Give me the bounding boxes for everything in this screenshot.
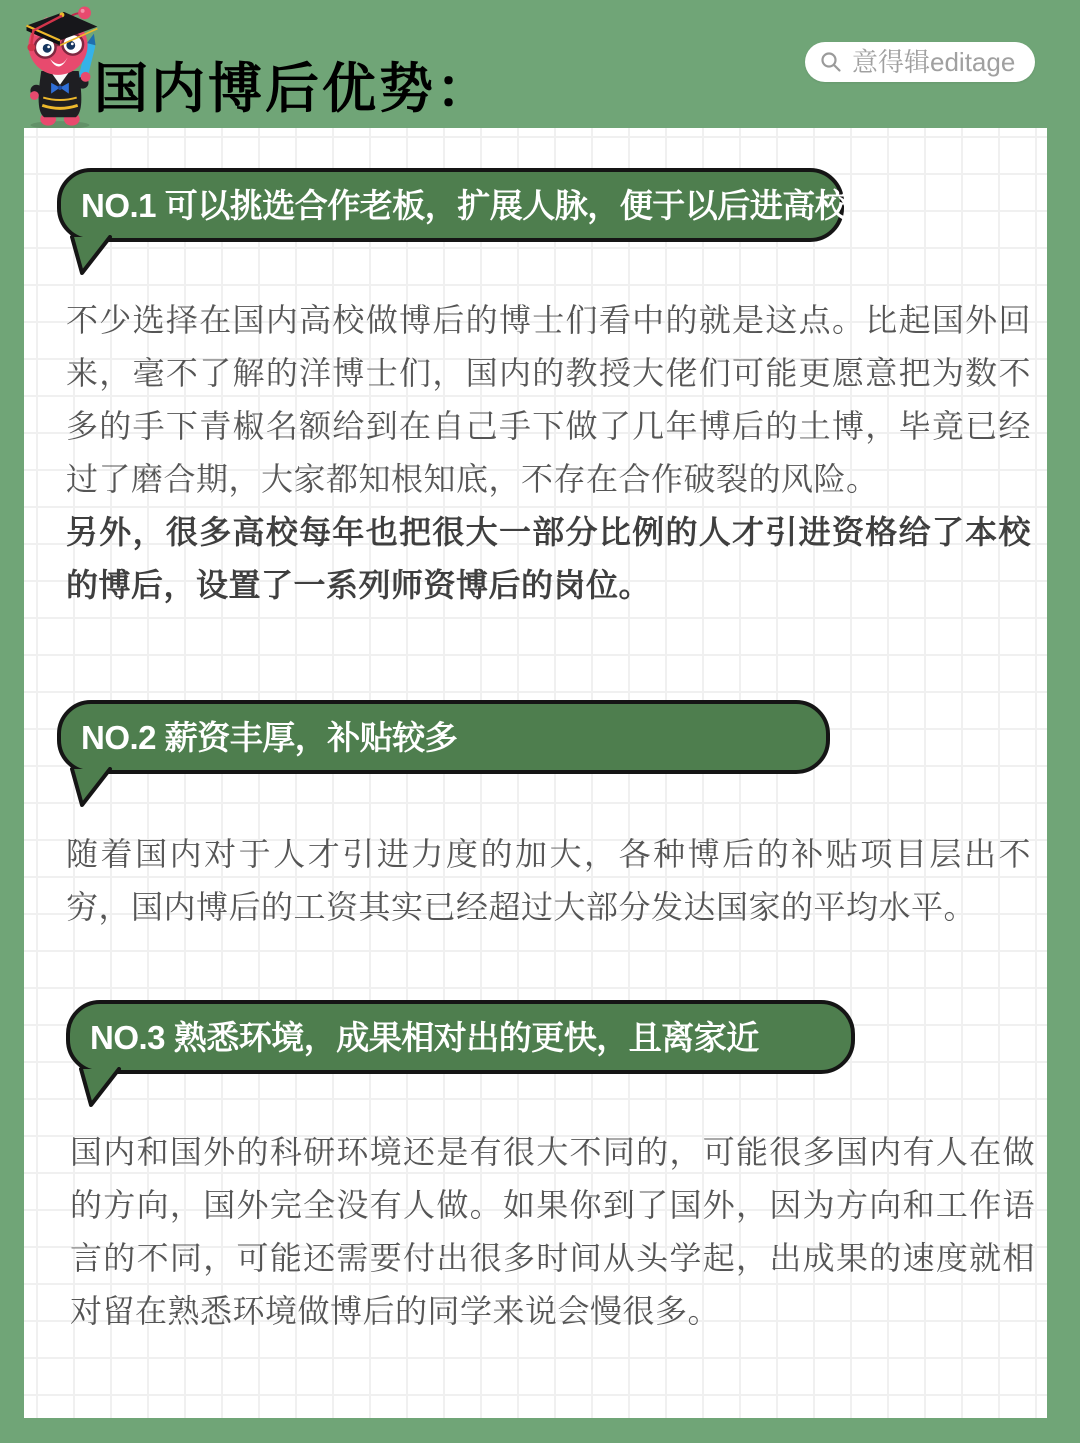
speech-tail-icon [79,1067,123,1109]
section-badge-label: NO.3 熟悉环境，成果相对出的更快，且离家近 [90,1018,759,1056]
page-title: 国内博后优势： [94,59,493,119]
content-panel [24,128,1047,1418]
paragraph: 不少选择在国内高校做博后的博士们看中的就是这点。比起国外回来，毫不了解的洋博士们，国内的教授大佬们可能更愿意把为数不多的手下青椒名额给到在自己手下做了几年博后的土博，毕竟已经过了磨合期，大家都知根知底，不存在合作破裂的风险。 [66,302,1031,497]
section-badge-3 [66,1000,855,1074]
paragraph: 国内和国外的科研环境还是有很大不同的，可能很多国内有人在做的方向，国外完全没有人做。如果你到了国外，因为方向和工作语言的不同，可能还需要付出很多时间从头学起，出成果的速度就相对留在熟悉环境做博后的同学来说会慢很多。 [70,1134,1035,1329]
speech-tail-icon [70,767,114,809]
section-badge-2 [57,700,830,774]
section-badge-label: NO.2 薪资丰厚，补贴较多 [81,718,458,756]
search-label: 意得辑editage [852,47,1016,77]
search-box[interactable] [805,42,1035,82]
section-text-1 [66,294,1031,612]
search-icon [819,50,843,74]
speech-tail-icon [70,235,114,277]
section-badge-label: NO.1 可以挑选合作老板，扩展人脉，便于以后进高校 [81,186,848,224]
section-badge-1 [57,168,848,242]
paragraph-bold: 另外，很多高校每年也把很大一部分比例的人才引进资格给了本校的博后，设置了一系列师资博后的岗位。 [66,514,1031,603]
section-text-3 [70,1126,1035,1338]
editage-mascot-icon [8,4,108,130]
paragraph: 随着国内对于人才引进力度的加大，各种博后的补贴项目层出不穷，国内博后的工资其实已经超过大部分发达国家的平均水平。 [66,836,1031,925]
section-text-2 [66,828,1031,934]
